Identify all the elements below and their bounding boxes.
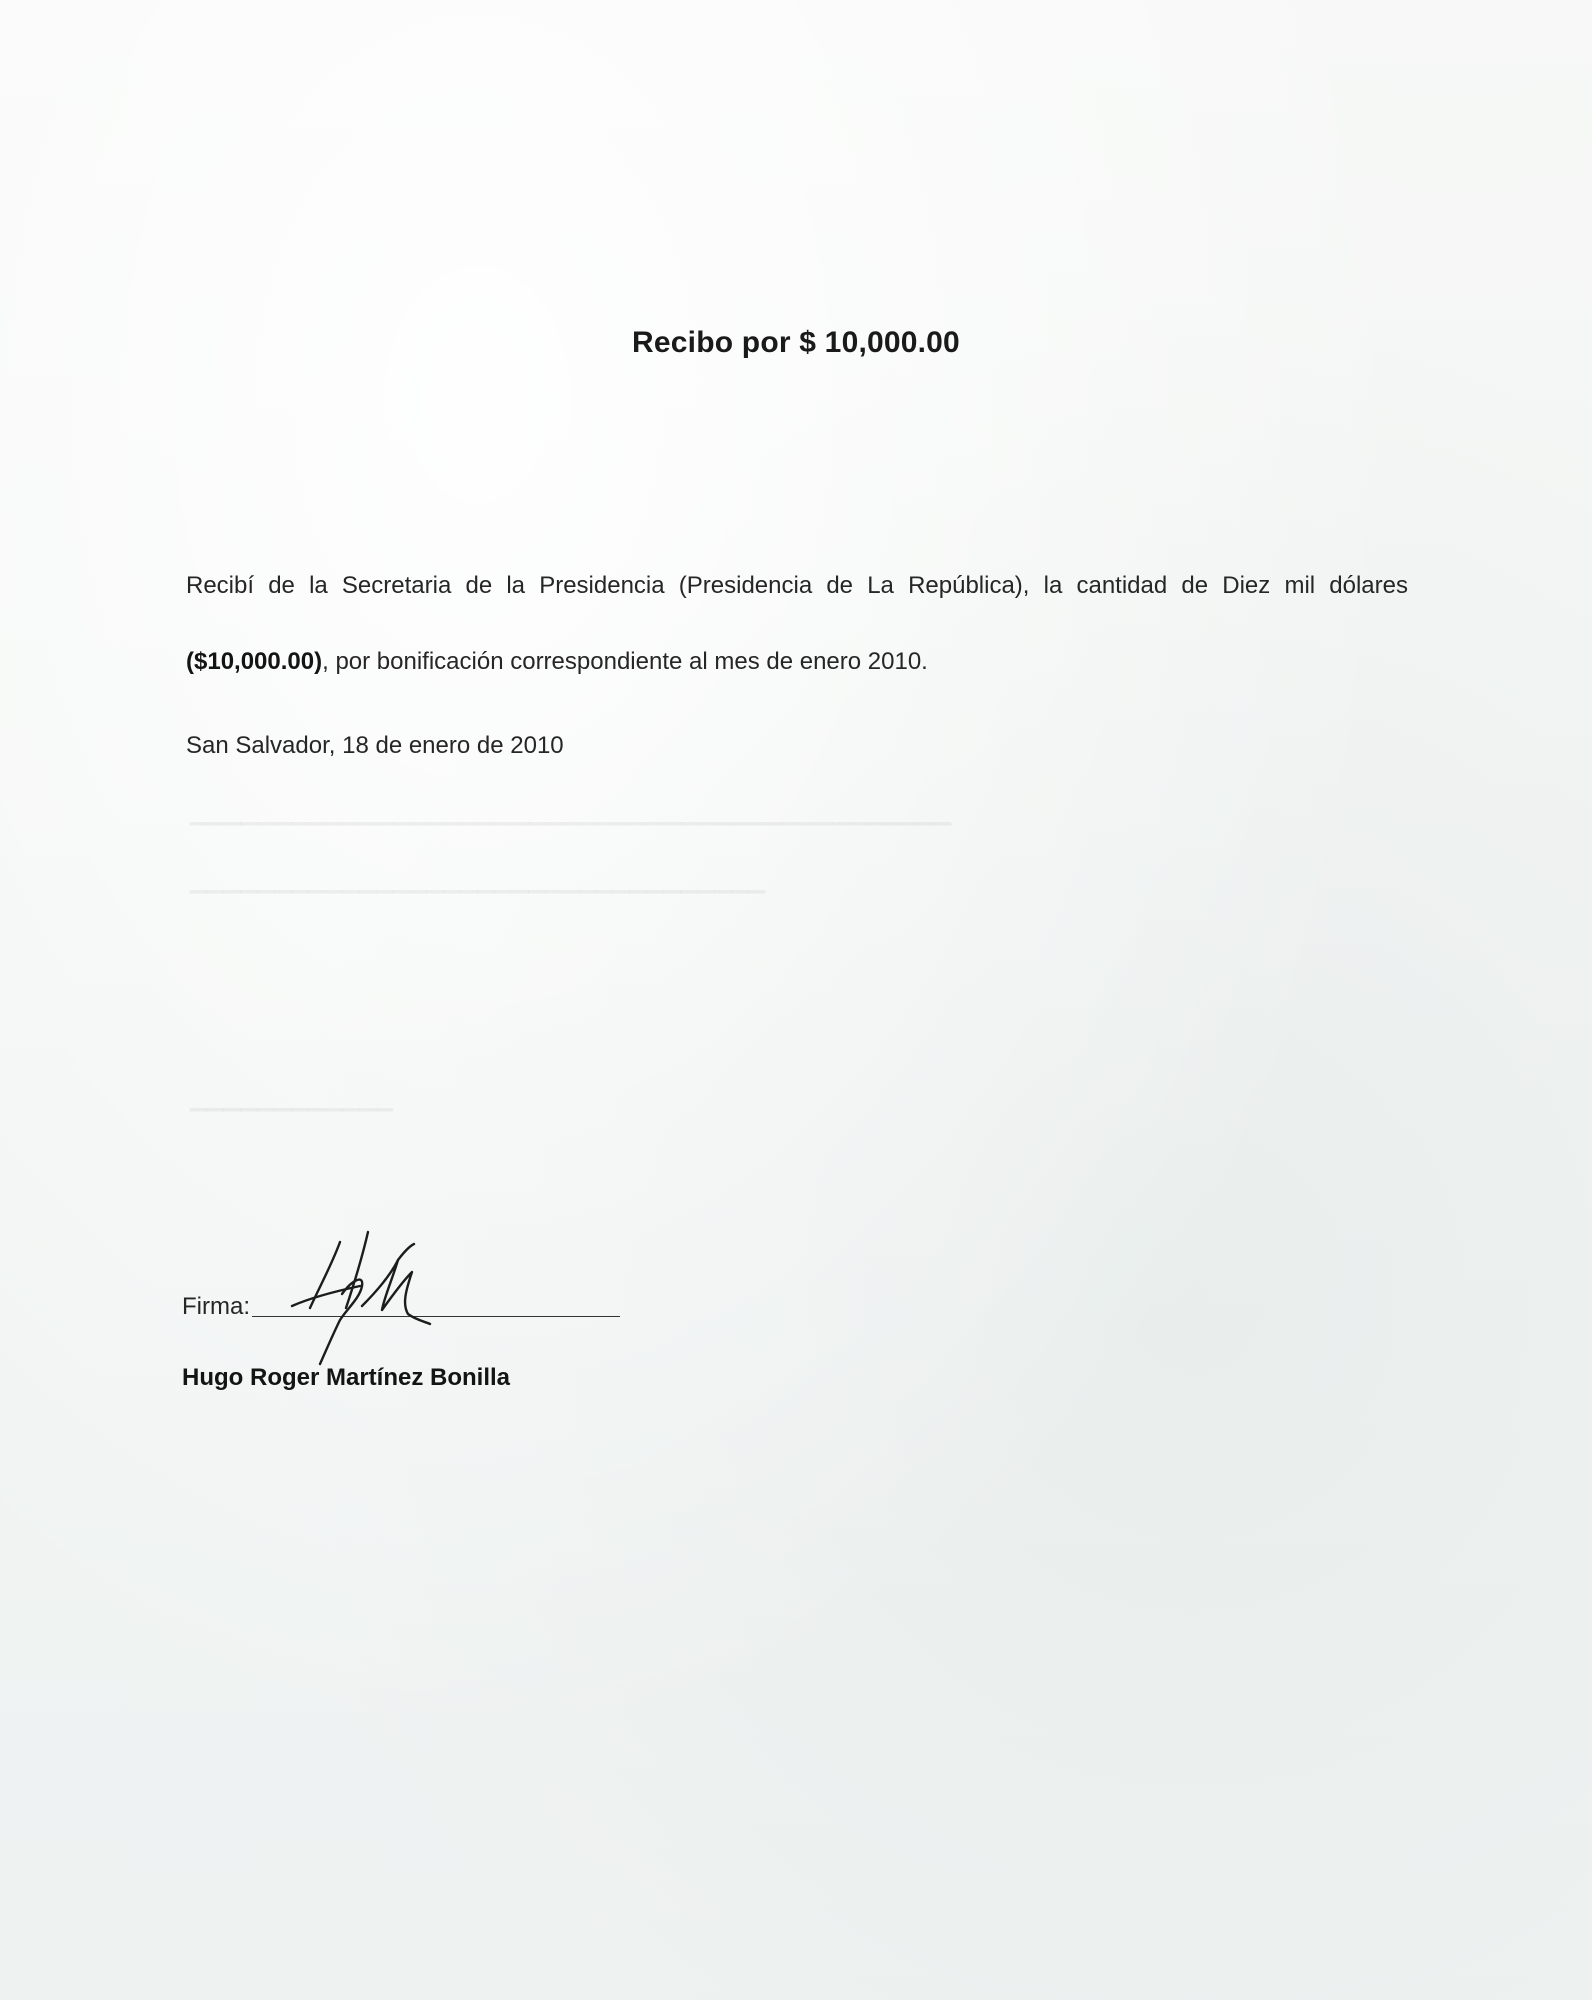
receipt-body-text: Recibí de la Secretaria de la Presidencia (Presidencia de La República), la cantidad de Diez mil dólares xyxy=(186,572,1408,599)
receipt-body xyxy=(186,548,1408,700)
receipt-body-text-end: , por bonificación correspondiente al mes de enero 2010. xyxy=(322,648,928,675)
handwritten-signature xyxy=(280,1224,460,1374)
signer-name: Hugo Roger Martínez Bonilla xyxy=(182,1364,511,1391)
bleed-through-text: ▁▁▁▁▁▁▁▁▁▁▁▁▁▁▁▁▁▁▁▁▁▁▁▁▁▁▁▁▁▁▁▁▁▁ xyxy=(190,868,766,893)
bleed-through-text: ▁▁▁▁▁▁▁▁▁▁▁▁ xyxy=(190,1086,394,1111)
signature-label: Firma: xyxy=(182,1293,250,1320)
date-line: San Salvador, 18 de enero de 2010 xyxy=(186,732,564,759)
receipt-title: Recibo por $ 10,000.00 xyxy=(632,326,960,359)
receipt-amount: ($10,000.00) xyxy=(186,648,323,675)
bleed-through-text: ▁▁▁▁▁▁▁▁▁▁▁▁▁▁▁▁▁▁▁▁▁▁▁▁▁▁▁▁▁▁▁▁▁▁▁▁▁▁▁▁▁▁▁▁▁ xyxy=(190,800,952,825)
